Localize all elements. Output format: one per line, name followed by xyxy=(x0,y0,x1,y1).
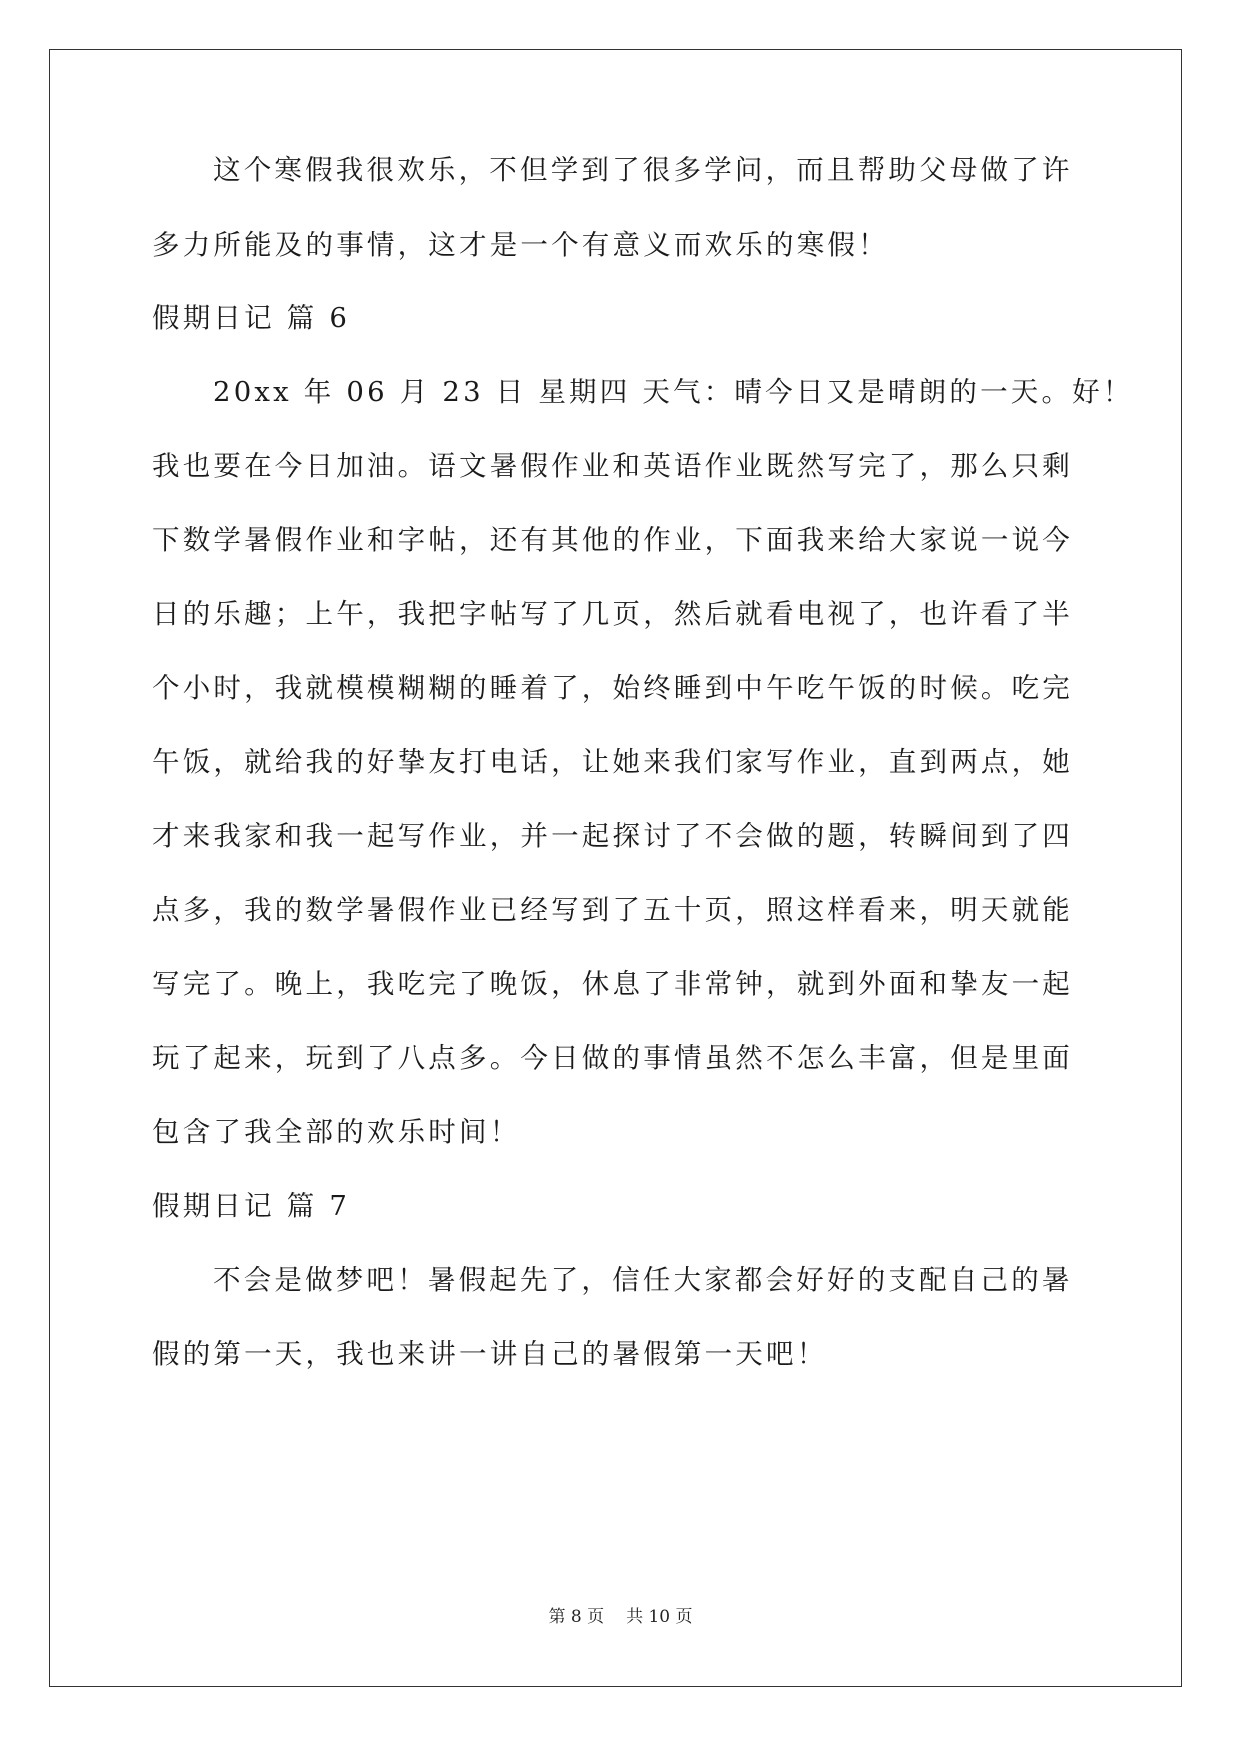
section-heading: 假期日记 篇 7 xyxy=(152,1190,351,1222)
paragraph-line: 我也要在今日加油。语文暑假作业和英语作业既然写完了，那么只剩 xyxy=(152,450,1073,482)
paragraph-line: 假的第一天，我也来讲一讲自己的暑假第一天吧！ xyxy=(152,1338,828,1370)
page-total: 共 10 页 xyxy=(626,1607,693,1627)
paragraph-line: 包含了我全部的欢乐时间！ xyxy=(152,1116,521,1148)
paragraph-line: 多力所能及的事情，这才是一个有意义而欢乐的寒假！ xyxy=(152,229,889,261)
page-number: 第 8 页 xyxy=(548,1607,605,1627)
page-footer xyxy=(0,1602,1241,1627)
paragraph-line: 20xx 年 06 月 23 日 星期四 天气：晴今日又是晴朗的一天。好！ xyxy=(213,376,1134,408)
paragraph-line: 玩了起来，玩到了八点多。今日做的事情虽然不怎么丰富，但是里面 xyxy=(152,1042,1073,1074)
paragraph-line: 才来我家和我一起写作业，并一起探讨了不会做的题，转瞬间到了四 xyxy=(152,820,1073,852)
paragraph-line: 午饭，就给我的好挚友打电话，让她来我们家写作业，直到两点，她 xyxy=(152,746,1073,778)
paragraph-line: 个小时，我就模模糊糊的睡着了，始终睡到中午吃午饭的时候。吃完 xyxy=(152,672,1073,704)
section-heading: 假期日记 篇 6 xyxy=(152,302,351,334)
paragraph-line: 这个寒假我很欢乐，不但学到了很多学问，而且帮助父母做了许 xyxy=(213,154,1073,186)
paragraph-line: 不会是做梦吧！暑假起先了，信任大家都会好好的支配自己的暑 xyxy=(213,1264,1073,1296)
paragraph-line: 日的乐趣；上午，我把字帖写了几页，然后就看电视了，也许看了半 xyxy=(152,598,1073,630)
paragraph-line: 写完了。晚上，我吃完了晚饭，休息了非常钟，就到外面和挚友一起 xyxy=(152,968,1073,1000)
paragraph-line: 下数学暑假作业和字帖，还有其他的作业，下面我来给大家说一说今 xyxy=(152,524,1073,556)
paragraph-line: 点多，我的数学暑假作业已经写到了五十页，照这样看来，明天就能 xyxy=(152,894,1073,926)
page-border xyxy=(49,49,1182,1687)
